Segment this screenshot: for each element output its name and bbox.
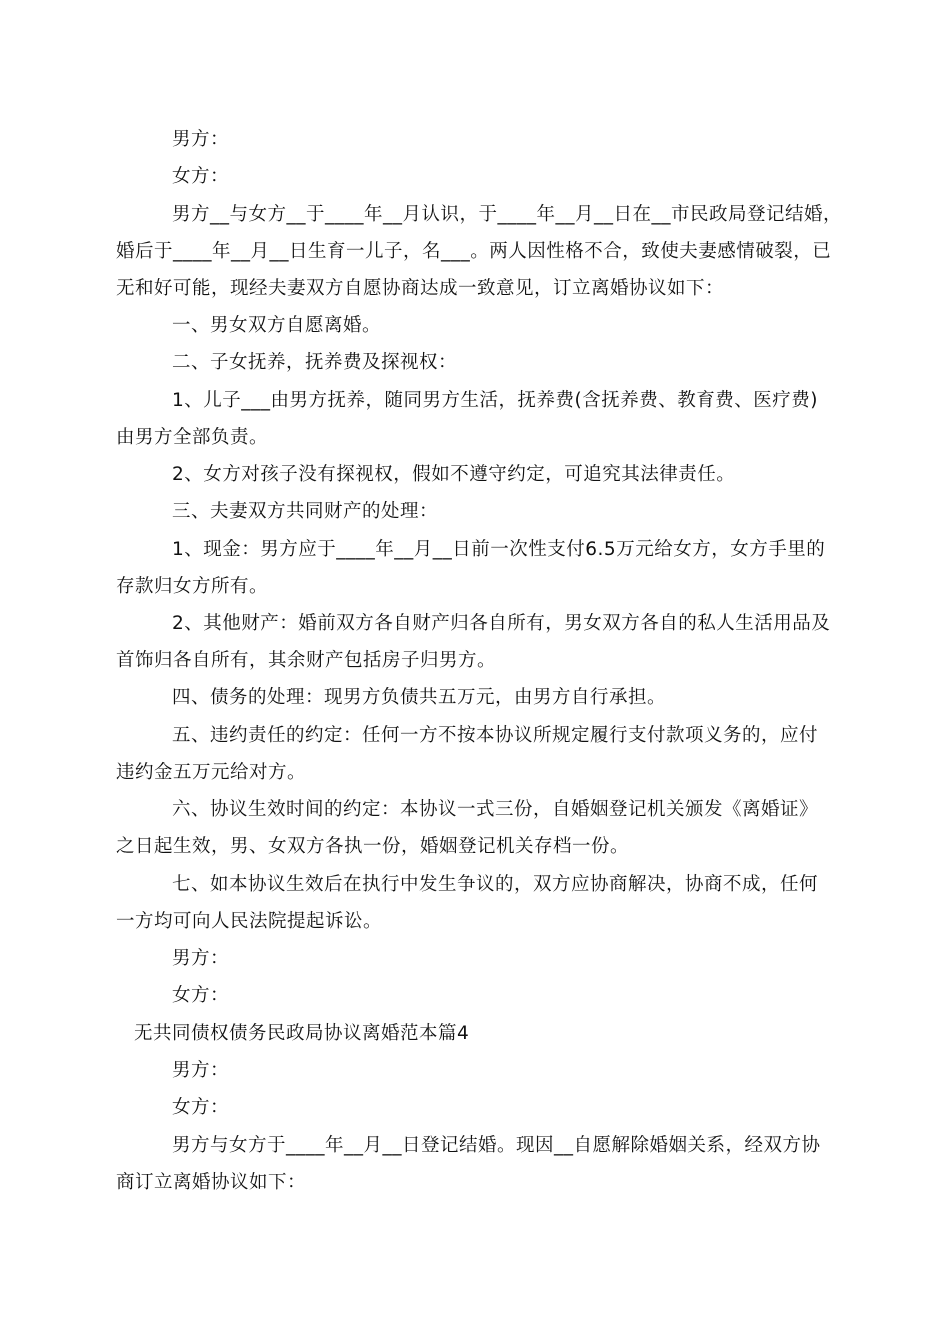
clause-six-line-2: 之日起生效，男、女双方各执一份，婚姻登记机关存档一份。 [116, 836, 630, 857]
clause-two-heading: 二、子女抚养，抚养费及探视权： [172, 352, 458, 373]
husband-label-3: 男方： [172, 1060, 230, 1081]
clause-four: 四、债务的处理：现男方负债共五万元，由男方自行承担。 [172, 687, 667, 708]
clause-three-heading: 三、夫妻双方共同财产的处理： [172, 501, 439, 522]
wife-label-3: 女方： [172, 1097, 230, 1118]
clause-two-item-1-line-1: 1、儿子___由男方抚养，随同男方生活，抚养费(含抚养费、教育费、医疗费) [172, 390, 818, 411]
clause-three-item-2-line-2: 首饰归各自所有，其余财产包括房子归男方。 [116, 650, 497, 671]
clause-two-item-1-line-2: 由男方全部负责。 [116, 427, 269, 448]
intro-paragraph-line-2: 婚后于____年__月__日生育一儿子，名___。两人因性格不合，致使夫妻感情破裂，已 [116, 241, 832, 262]
clause-three-item-1-line-1: 1、现金：男方应于____年__月__日前一次性支付6.5万元给女方，女方手里的 [172, 539, 826, 560]
clause-two-item-2: 2、女方对孩子没有探视权，假如不遵守约定，可追究其法律责任。 [172, 464, 736, 485]
clause-seven-line-2: 一方均可向人民法院提起诉讼。 [116, 911, 383, 932]
clause-seven-line-1: 七、如本协议生效后在执行中发生争议的，双方应协商解决，协商不成，任何 [172, 874, 819, 895]
clause-five-line-1: 五、违约责任的约定：任何一方不按本协议所规定履行支付款项义务的，应付 [172, 725, 819, 746]
clause-five-line-2: 违约金五万元给对方。 [116, 762, 307, 783]
clause-six-line-1: 六、协议生效时间的约定：本协议一式三份，自婚姻登记机关颁发《离婚证》 [172, 799, 819, 820]
intro-2-line-2: 商订立离婚协议如下： [116, 1172, 307, 1193]
husband-signature-label: 男方： [172, 129, 230, 150]
intro-2-line-1: 男方与女方于____年__月__日登记结婚。现因__自愿解除婚姻关系，经双方协 [172, 1135, 821, 1156]
intro-paragraph-line-3: 无和好可能，现经夫妻双方自愿协商达成一致意见，订立离婚协议如下： [116, 278, 725, 299]
clause-three-item-1-line-2: 存款归女方所有。 [116, 576, 269, 597]
section-heading: 无共同债权债务民政局协议离婚范本篇4 [134, 1023, 470, 1044]
clause-one: 一、男女双方自愿离婚。 [172, 315, 382, 336]
wife-signature-label: 女方： [172, 166, 230, 187]
intro-paragraph-line-1: 男方__与女方__于____年__月认识，于____年__月__日在__市民政局登记结婚， [172, 204, 843, 225]
wife-signature-label-2: 女方： [172, 985, 230, 1006]
husband-signature-label-2: 男方： [172, 948, 230, 969]
clause-three-item-2-line-1: 2、其他财产：婚前双方各自财产归各自所有，男女双方各自的私人生活用品及 [172, 613, 831, 634]
